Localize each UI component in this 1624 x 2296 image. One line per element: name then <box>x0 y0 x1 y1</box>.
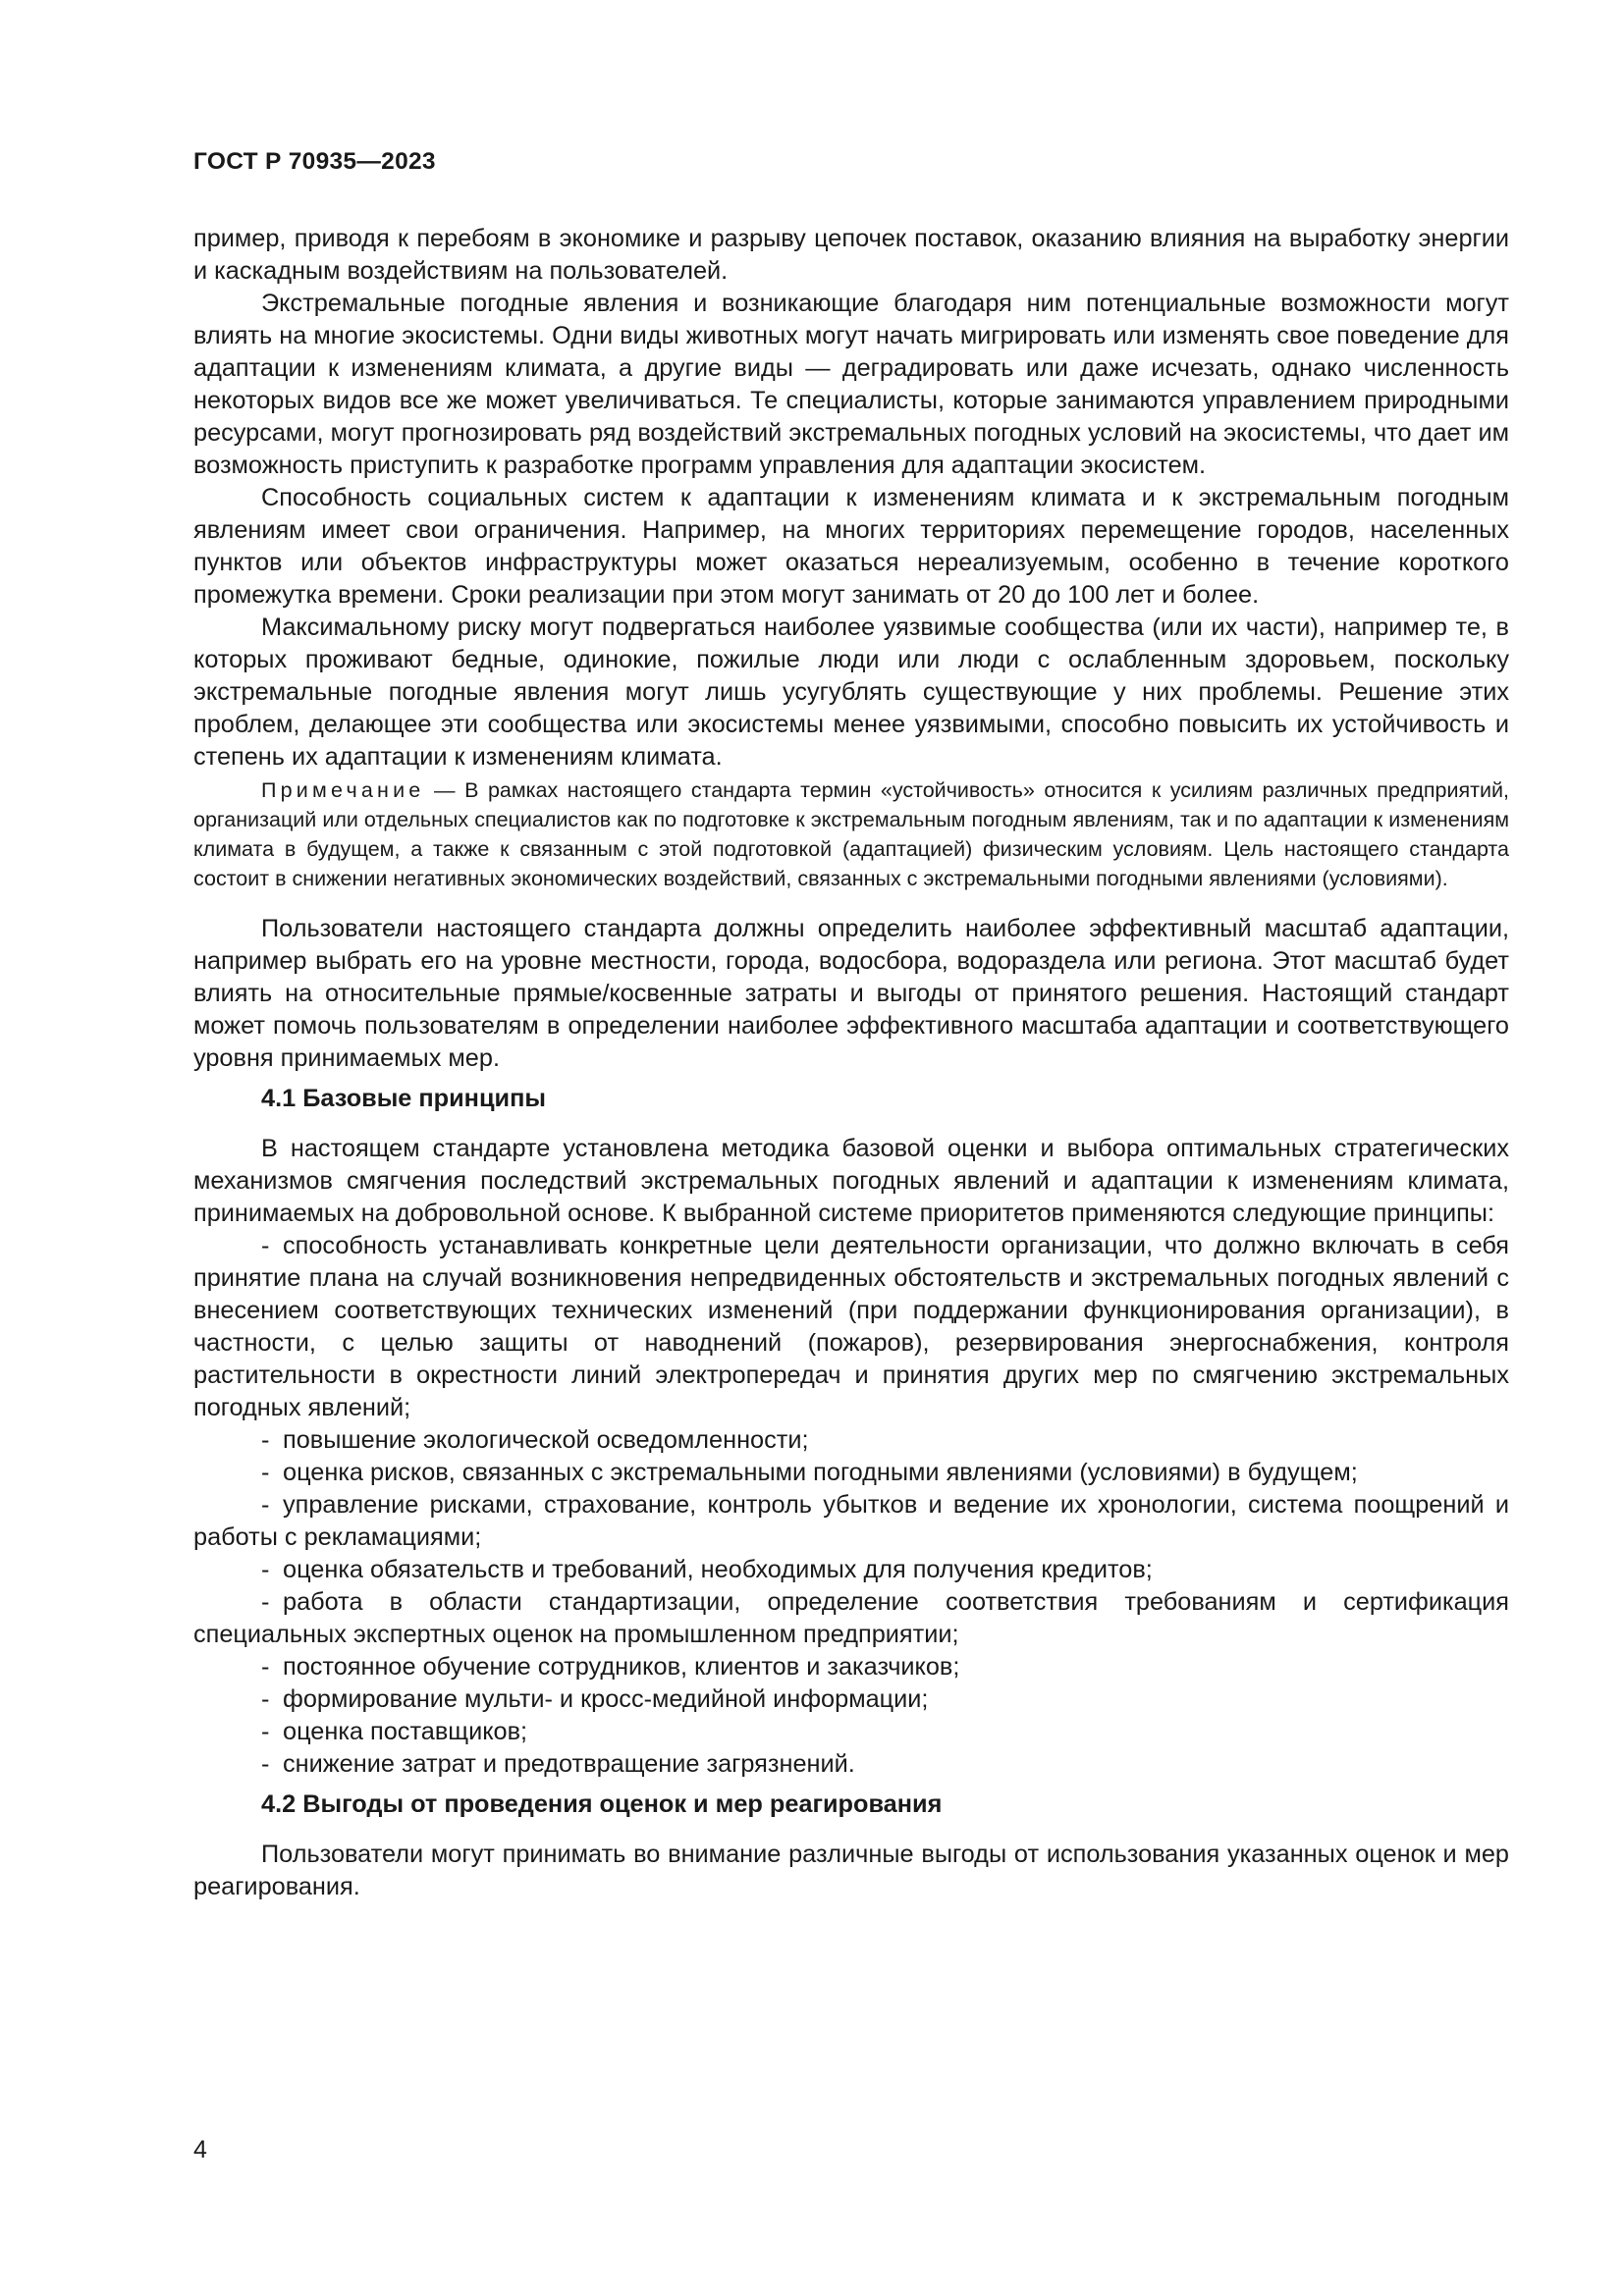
note-label: Примечание <box>261 778 425 802</box>
page-body <box>193 223 1509 1903</box>
document-code-header: ГОСТ Р 70935—2023 <box>193 148 436 175</box>
note-text: — В рамках настоящего стандарта термин «устойчивость» относится к усилиям различных предприятий, организаций или отдельных специалистов как по подготовке к экстремальным погодным явлениям, так и по адаптации к изменениям климата в будущем, а также к связанным с этой подготовкой (адаптацией) физическим условиям. Цель настоящего стандарта состоит в снижении негативных экономических воздействий, связанных с экстремальными погодными явлениями (условиями). <box>193 778 1509 890</box>
list-item: - способность устанавливать конкретные цели деятельности организации, что должно включать в себя принятие плана на случай возникновения непредвиденных обстоятельств и экстремальных погодных явлений с внесением соответствующих технических изменений (при поддержании функционирования организации), в частности, с целью защиты от наводнений (пожаров), резервирования энергоснабжения, контроля растительности в окрестности линий электропередач и принятия других мер по смягчению экстремальных погодных явлений; <box>193 1232 1509 1421</box>
list-item: - оценка обязательств и требований, необходимых для получения кредитов; <box>261 1556 1153 1583</box>
principles-list <box>193 1230 1509 1781</box>
list-item: - формирование мульти- и кросс-медийной информации; <box>261 1685 929 1713</box>
list-item: - снижение затрат и предотвращение загрязнений. <box>261 1750 855 1778</box>
list-item: - повышение экологической осведомленности; <box>261 1426 809 1454</box>
paragraph-adaptation-scale: Пользователи настоящего стандарта должны определить наиболее эффективный масштаб адаптации, например выбрать его на уровне местности, города, водосбора, водораздела или региона. Этот масштаб будет влиять на относительные прямые/косвенные затраты и выгоды от принятого решения. Настоящий стандарт может помочь пользователям в определении наиболее эффективного масштаба адаптации и соответствующего уровня принимаемых мер. <box>193 915 1509 1072</box>
list-item: - оценка рисков, связанных с экстремальными погодными явлениями (условиями) в будущем; <box>261 1459 1358 1486</box>
section-heading-4-1: 4.1 Базовые принципы <box>261 1085 546 1112</box>
list-item: - постоянное обучение сотрудников, клиентов и заказчиков; <box>261 1653 960 1681</box>
list-item: - оценка поставщиков; <box>261 1718 528 1745</box>
paragraph-principles-intro: В настоящем стандарте установлена методика базовой оценки и выбора оптимальных стратегических механизмов смягчения последствий экстремальных погодных явлений и адаптации к изменениям климата, принимаемых на добровольной основе. К выбранной системе приоритетов применяются следующие принципы: <box>193 1135 1509 1227</box>
list-item: - управление рисками, страхование, контроль убытков и ведение их хронологии, система поощрений и работы с рекламациями; <box>193 1491 1509 1551</box>
paragraph-continuation: пример, приводя к перебоям в экономике и разрыву цепочек поставок, оказанию влияния на выработку энергии и каскадным воздействиям на пользователей. <box>193 225 1509 285</box>
note-block <box>193 775 1509 893</box>
paragraph-benefits: Пользователи могут принимать во внимание различные выгоды от использования указанных оценок и мер реагирования. <box>193 1841 1509 1900</box>
paragraph-vulnerable-communities: Максимальному риску могут подвергаться наиболее уязвимые сообщества (или их части), например те, в которых проживают бедные, одинокие, пожилые люди или люди с ослабленным здоровьем, поскольку экстремальные погодные явления могут лишь усугублять существующие у них проблемы. Решение этих проблем, делающее эти сообщества или экосистемы менее уязвимыми, способно повысить их устойчивость и степень их адаптации к изменениям климата. <box>193 614 1509 771</box>
paragraph-ecosystems: Экстремальные погодные явления и возникающие благодаря ним потенциальные возможности могут влиять на многие экосистемы. Одни виды животных могут начать мигрировать или изменять свое поведение для адаптации к изменениям климата, а другие виды — деградировать или даже исчезать, однако численность некоторых видов все же может увеличиваться. Те специалисты, которые занимаются управлением природными ресурсами, могут прогнозировать ряд воздействий экстремальных погодных условий на экосистемы, что дает им возможность приступить к разработке программ управления для адаптации экосистем. <box>193 290 1509 479</box>
paragraph-social-systems: Способность социальных систем к адаптации к изменениям климата и к экстремальным погодным явлениям имеет свои ограничения. Например, на многих территориях перемещение городов, населенных пунктов или объектов инфраструктуры может оказаться нереализуемым, особенно в течение короткого промежутка времени. Сроки реализации при этом могут занимать от 20 до 100 лет и более. <box>193 484 1509 609</box>
list-item: - работа в области стандартизации, определение соответствия требованиям и сертификация специальных экспертных оценок на промышленном предприятии; <box>193 1588 1509 1648</box>
section-heading-4-2: 4.2 Выгоды от проведения оценок и мер реагирования <box>261 1790 943 1818</box>
page-number: 4 <box>193 2136 207 2163</box>
